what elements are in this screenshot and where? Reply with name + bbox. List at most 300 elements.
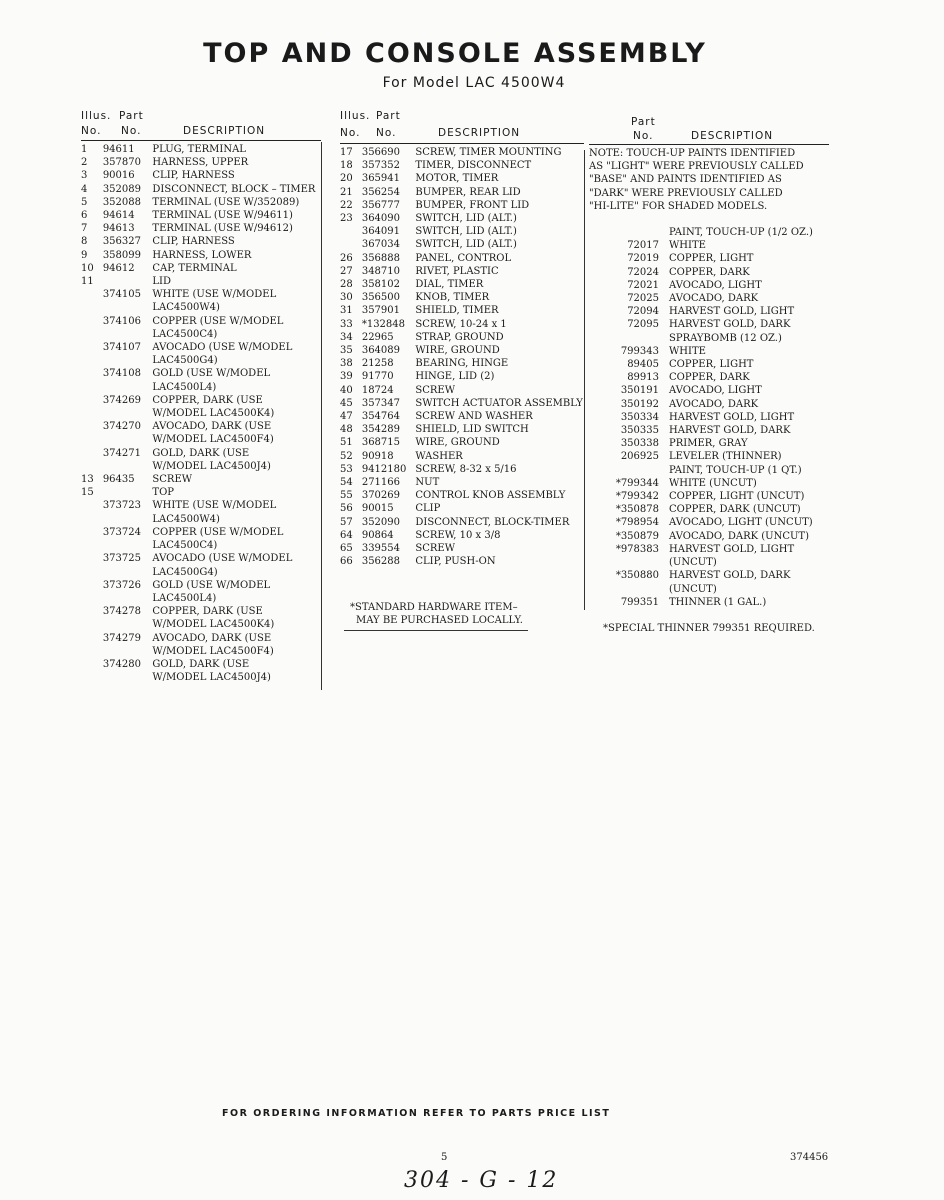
part-no: 350338 — [620, 438, 659, 450]
part-no: 89405 — [627, 359, 659, 371]
table-row — [340, 357, 584, 370]
part-no: 350334 — [620, 411, 659, 423]
description: COPPER, DARK — [669, 266, 750, 278]
description: HARVEST GOLD, LIGHT — [669, 306, 795, 318]
part-no: 354764 — [361, 411, 401, 423]
table-row — [589, 226, 829, 239]
description: AVOCADO (USE W/MODEL — [152, 342, 293, 354]
illus-no — [81, 579, 103, 592]
illus-no: 47 — [340, 411, 353, 423]
table-row — [589, 530, 829, 543]
illus-no — [81, 301, 103, 314]
table-row — [81, 222, 321, 235]
description: AVOCADO, DARK — [669, 293, 759, 305]
description: LAC4500C4) — [152, 540, 218, 552]
part-no: 350191 — [620, 385, 659, 397]
illus-no: 11 — [81, 276, 94, 288]
table-row — [81, 328, 321, 341]
part-no: 72024 — [627, 266, 659, 278]
description: AVOCADO, DARK — [669, 398, 759, 410]
illus-no: 30 — [340, 292, 353, 304]
table-row — [340, 252, 584, 265]
note-rule — [344, 630, 528, 631]
illus-no: 6 — [81, 210, 88, 222]
table-row — [340, 225, 584, 238]
part-no: 72095 — [627, 319, 659, 331]
description: AVOCADO, DARK (USE — [152, 632, 272, 644]
illus-no: 53 — [340, 463, 353, 475]
part-label: Part — [119, 110, 144, 122]
part-no-label: No. — [633, 130, 654, 142]
part-no: 374106 — [102, 315, 141, 327]
illus-no — [81, 433, 103, 446]
illus-no: 1 — [81, 144, 88, 155]
illus-no: 13 — [81, 474, 94, 486]
description: HARNESS, UPPER — [152, 157, 249, 169]
illus-no — [81, 288, 103, 301]
illus-no: 28 — [340, 279, 353, 291]
part-no: *799342 — [615, 491, 659, 503]
description: AVOCADO, LIGHT (UNCUT) — [669, 517, 813, 529]
table-row — [81, 196, 321, 209]
description: RIVET, PLASTIC — [415, 265, 499, 277]
table-row — [589, 384, 829, 397]
table-row — [589, 318, 829, 331]
illus-no — [81, 552, 103, 565]
description: (UNCUT) — [669, 583, 717, 595]
description: COPPER, DARK (USE — [152, 606, 263, 618]
description: GOLD (USE W/MODEL — [152, 579, 271, 591]
description: AVOCADO, DARK (UNCUT) — [669, 530, 809, 542]
description-label: DESCRIPTION — [438, 127, 521, 139]
illus-no — [340, 225, 362, 238]
table-row — [340, 159, 584, 172]
table-row — [340, 186, 584, 199]
parts-column-a — [81, 110, 321, 684]
description-label: DESCRIPTION — [691, 130, 774, 142]
description: PAINT, TOUCH-UP (1 QT.) — [669, 464, 802, 476]
part-no: 374107 — [102, 342, 141, 354]
description: COPPER, DARK (USE — [152, 394, 263, 406]
part-no: 373724 — [102, 526, 141, 538]
description: LAC4500L4) — [152, 381, 217, 393]
description: COPPER, DARK (UNCUT) — [669, 504, 801, 516]
illus-no: 8 — [81, 236, 88, 248]
table-row — [340, 344, 584, 357]
part-no: 357870 — [102, 157, 141, 169]
part-no — [589, 332, 669, 345]
part-no: 358102 — [361, 279, 401, 291]
table-row — [340, 463, 584, 476]
part-no — [103, 486, 153, 499]
illus-no: 34 — [340, 331, 353, 343]
table-row — [81, 315, 321, 328]
special-thinner-note: *SPECIAL THINNER 799351 REQUIRED. — [603, 622, 815, 634]
illus-no: 7 — [81, 223, 88, 235]
table-row — [81, 156, 321, 169]
part-no — [103, 618, 153, 631]
illus-no — [81, 513, 103, 526]
description: AVOCADO, LIGHT — [669, 385, 762, 397]
part-no: 206925 — [620, 451, 659, 463]
description: (UNCUT) — [669, 557, 717, 569]
table-row — [589, 556, 829, 569]
table-row — [81, 592, 321, 605]
illus-no — [81, 394, 103, 407]
table-row — [81, 645, 321, 658]
table-row — [340, 489, 584, 502]
illus-no: 52 — [340, 450, 353, 462]
illus-no: 5 — [81, 196, 88, 208]
table-row — [81, 169, 321, 182]
description: BUMPER, FRONT LID — [415, 199, 530, 211]
table-row — [81, 394, 321, 407]
description: AVOCADO (USE W/MODEL — [152, 553, 293, 565]
table-row — [81, 473, 321, 486]
illus-no: 22 — [340, 199, 353, 211]
part-no: 72094 — [627, 306, 659, 318]
description: LEVELER (THINNER) — [669, 451, 782, 463]
table-row — [81, 486, 321, 499]
description: BEARING, HINGE — [415, 358, 509, 370]
table-row — [81, 235, 321, 248]
description: PRIMER, GRAY — [669, 438, 748, 450]
description: W/MODEL LAC4500J4) — [152, 672, 271, 684]
illus-label: Illus. — [81, 110, 112, 122]
illus-no — [81, 632, 103, 645]
part-no: 72021 — [627, 279, 659, 291]
description: WHITE (USE W/MODEL — [152, 289, 277, 301]
table-row — [589, 292, 829, 305]
part-no — [589, 583, 669, 596]
part-no: 350335 — [620, 425, 659, 437]
description: COPPER (USE W/MODEL — [152, 526, 284, 538]
part-no: 374280 — [102, 658, 141, 670]
description: GOLD, DARK (USE — [152, 447, 250, 459]
illus-no: 21 — [340, 186, 353, 198]
table-row — [340, 212, 584, 225]
table-row — [589, 358, 829, 371]
illus-no: 4 — [81, 183, 88, 195]
description: W/MODEL LAC4500K4) — [152, 619, 275, 631]
description: WHITE (UNCUT) — [669, 477, 757, 489]
description: PANEL, CONTROL — [415, 252, 512, 264]
illus-no: 56 — [340, 503, 353, 515]
description: WIRE, GROUND — [415, 345, 500, 357]
column-a-header — [81, 110, 321, 138]
description: SCREW, TIMER MOUNTING — [415, 147, 562, 158]
part-no: *978383 — [615, 543, 659, 555]
table-row — [340, 450, 584, 463]
description: NUT — [415, 477, 440, 489]
touch-up-note: NOTE: TOUCH-UP PAINTS IDENTIFIED AS "LIGHT" WERE PREVIOUSLY CALLED "BASE" AND PAINTS IDENTIFIED AS "DARK" WERE PREVIOUSLY CALLED "HI-LITE" FOR SHADED MODELS. — [589, 148, 804, 212]
description: LAC4500L4) — [152, 592, 217, 604]
description: AVOCADO, LIGHT — [669, 279, 762, 291]
column-divider — [584, 150, 585, 610]
description: TERMINAL (USE W/352089) — [152, 196, 300, 208]
part-no: 374270 — [102, 421, 141, 433]
table-row — [340, 502, 584, 515]
description: LAC4500W4) — [152, 302, 220, 314]
illus-no — [81, 447, 103, 460]
table-row — [589, 266, 829, 279]
part-no — [103, 381, 153, 394]
part-no — [103, 407, 153, 420]
illus-no — [81, 407, 103, 420]
table-row — [589, 543, 829, 556]
illus-no: 64 — [340, 529, 353, 541]
header-rule — [81, 140, 321, 141]
description: CLIP — [415, 503, 441, 515]
handwritten-code: 304 - G - 12 — [404, 1168, 559, 1193]
part-no: 357347 — [361, 397, 401, 409]
table-row — [589, 332, 829, 345]
part-no — [103, 460, 153, 473]
part-no: 348710 — [361, 265, 401, 277]
description: WHITE — [669, 240, 706, 252]
table-row — [81, 433, 321, 446]
column-c-header — [589, 110, 829, 144]
part-no: 352089 — [102, 183, 141, 195]
description: SCREW, 10 x 3/8 — [415, 529, 501, 541]
description: COPPER (USE W/MODEL — [152, 315, 284, 327]
part-no: 374105 — [102, 289, 141, 301]
description: CAP, TERMINAL — [152, 262, 237, 274]
part-no: 90918 — [361, 450, 394, 462]
part-no: *350880 — [615, 570, 659, 582]
table-row — [81, 183, 321, 196]
table-row — [81, 566, 321, 579]
part-no: 96435 — [102, 474, 135, 486]
table-row — [340, 265, 584, 278]
illus-no — [81, 354, 103, 367]
part-no: 374269 — [102, 394, 141, 406]
illus-no: 35 — [340, 345, 353, 357]
part-no: 365941 — [361, 173, 401, 185]
description: KNOB, TIMER — [415, 292, 490, 304]
part-no: 91770 — [361, 371, 394, 383]
part-no: *798954 — [615, 517, 659, 529]
parts-column-b — [340, 110, 584, 569]
illus-no-label: No. — [340, 127, 361, 139]
part-no — [589, 556, 669, 569]
description: CLIP, HARNESS — [152, 170, 235, 182]
table-row — [340, 476, 584, 489]
description: HARVEST GOLD, DARK — [669, 319, 791, 331]
part-no — [103, 539, 153, 552]
description: TERMINAL (USE W/94612) — [152, 223, 293, 235]
part-no: 94611 — [102, 144, 135, 155]
illus-no — [81, 526, 103, 539]
description: PLUG, TERMINAL — [152, 144, 246, 155]
description: SCREW AND WASHER — [415, 411, 533, 423]
part-no: 356888 — [361, 252, 401, 264]
description: HARVEST GOLD, LIGHT — [669, 411, 795, 423]
description-label: DESCRIPTION — [183, 125, 266, 137]
illus-no: 26 — [340, 252, 353, 264]
part-no: 356288 — [361, 556, 401, 568]
part-no: 374278 — [102, 606, 141, 618]
table-row — [589, 596, 829, 609]
illus-no: 65 — [340, 543, 353, 555]
table-row — [81, 632, 321, 645]
part-no — [103, 592, 153, 605]
part-no: 89913 — [627, 372, 659, 384]
table-row — [340, 423, 584, 436]
part-no — [103, 671, 153, 684]
part-no: 72017 — [627, 240, 659, 252]
table-row — [340, 384, 584, 397]
table-row — [589, 464, 829, 477]
description: SCREW, 8-32 x 5/16 — [415, 463, 517, 475]
illus-no: 23 — [340, 213, 353, 225]
description: HARVEST GOLD, LIGHT — [669, 543, 795, 555]
illus-no: 18 — [340, 160, 353, 172]
part-no: 357352 — [361, 160, 401, 172]
part-no: 354289 — [361, 424, 401, 436]
table-row — [340, 199, 584, 212]
part-no: 367034 — [361, 239, 401, 251]
description: STRAP, GROUND — [415, 331, 504, 343]
part-no: 339554 — [361, 543, 401, 555]
table-row — [81, 526, 321, 539]
description: BUMPER, REAR LID — [415, 186, 521, 198]
paints-column — [589, 110, 829, 635]
table-row — [589, 490, 829, 503]
table-row — [81, 658, 321, 671]
table-row — [340, 516, 584, 529]
description: SHIELD, LID SWITCH — [415, 424, 529, 436]
part-no: 364090 — [361, 213, 401, 225]
part-no — [103, 645, 153, 658]
description: SHIELD, TIMER — [415, 305, 499, 317]
ordering-footer: FOR ORDERING INFORMATION REFER TO PARTS PRICE LIST — [222, 1108, 611, 1119]
table-row — [81, 275, 321, 288]
table-row — [589, 424, 829, 437]
part-no: 364089 — [361, 345, 401, 357]
table-row — [589, 437, 829, 450]
page-number: 5 — [441, 1152, 448, 1163]
description: CLIP, PUSH-ON — [415, 556, 496, 568]
part-no — [103, 513, 153, 526]
description: THINNER (1 GAL.) — [669, 596, 767, 608]
illus-no: 31 — [340, 305, 353, 317]
illus-no: 27 — [340, 265, 353, 277]
table-row — [81, 209, 321, 222]
description: TOP — [152, 487, 175, 499]
table-row — [81, 605, 321, 618]
table-row — [340, 331, 584, 344]
description: LAC4500G4) — [152, 355, 218, 367]
table-row — [340, 291, 584, 304]
illus-no — [81, 539, 103, 552]
illus-no — [81, 341, 103, 354]
part-no: 373726 — [102, 579, 141, 591]
part-no — [103, 354, 153, 367]
part-no: 374271 — [102, 447, 141, 459]
part-no: 94613 — [102, 223, 135, 235]
standard-hardware-note: *STANDARD HARDWARE ITEM– MAY BE PURCHASED LOCALLY. — [350, 602, 523, 626]
table-row — [81, 288, 321, 301]
part-no: 356254 — [361, 186, 401, 198]
part-label: Part — [631, 116, 656, 128]
part-no — [103, 433, 153, 446]
part-no: 22965 — [361, 331, 394, 343]
illus-no: 2 — [81, 157, 88, 169]
table-row — [589, 345, 829, 358]
table-row — [81, 381, 321, 394]
part-no: *132848 — [361, 318, 406, 330]
description: CONTROL KNOB ASSEMBLY — [415, 490, 566, 502]
table-row — [81, 460, 321, 473]
part-no-label: No. — [376, 127, 397, 139]
table-row — [81, 618, 321, 631]
part-no: 352088 — [102, 196, 141, 208]
part-no: 94612 — [102, 262, 135, 274]
table-row — [589, 279, 829, 292]
description: COPPER, LIGHT (UNCUT) — [669, 491, 805, 503]
description: SPRAYBOMB (12 OZ.) — [669, 332, 782, 344]
table-row — [81, 262, 321, 275]
table-row — [81, 249, 321, 262]
table-row — [589, 503, 829, 516]
description: TIMER, DISCONNECT — [415, 160, 532, 172]
description: GOLD, DARK (USE — [152, 658, 250, 670]
illus-no: 20 — [340, 173, 353, 185]
part-no: *350878 — [615, 504, 659, 516]
illus-no — [81, 420, 103, 433]
description: GOLD (USE W/MODEL — [152, 368, 271, 380]
illus-no — [81, 328, 103, 341]
description: DIAL, TIMER — [415, 279, 484, 291]
header-rule — [340, 143, 584, 144]
description: W/MODEL LAC4500J4) — [152, 460, 271, 472]
table-row — [81, 354, 321, 367]
part-no: 356690 — [361, 147, 401, 158]
part-no: 356327 — [102, 236, 141, 248]
part-no: 370269 — [361, 490, 401, 502]
description: AVOCADO, DARK (USE — [152, 421, 272, 433]
part-no: 799343 — [620, 345, 659, 357]
table-row — [81, 301, 321, 314]
description: WHITE — [669, 345, 706, 357]
table-row — [340, 146, 584, 159]
description: WASHER — [415, 450, 463, 462]
illus-no: 66 — [340, 556, 353, 568]
illus-no: 40 — [340, 384, 353, 396]
part-no: 90016 — [102, 170, 135, 182]
part-no: 90015 — [361, 503, 394, 515]
part-no: 357901 — [361, 305, 401, 317]
description: DISCONNECT, BLOCK – TIMER — [152, 183, 316, 195]
illus-no — [81, 381, 103, 394]
part-no — [103, 328, 153, 341]
part-no — [103, 275, 153, 288]
illus-no — [81, 592, 103, 605]
part-label: Part — [376, 110, 401, 122]
table-row — [340, 304, 584, 317]
table-row — [589, 398, 829, 411]
illus-no: 55 — [340, 490, 353, 502]
illus-no — [81, 605, 103, 618]
description: WHITE (USE W/MODEL — [152, 500, 277, 512]
table-row — [81, 341, 321, 354]
illus-no — [81, 645, 103, 658]
table-row — [340, 410, 584, 423]
part-no: 368715 — [361, 437, 401, 449]
description: LAC4500G4) — [152, 566, 218, 578]
page-subtitle: For Model LAC 4500W4 — [382, 75, 566, 91]
